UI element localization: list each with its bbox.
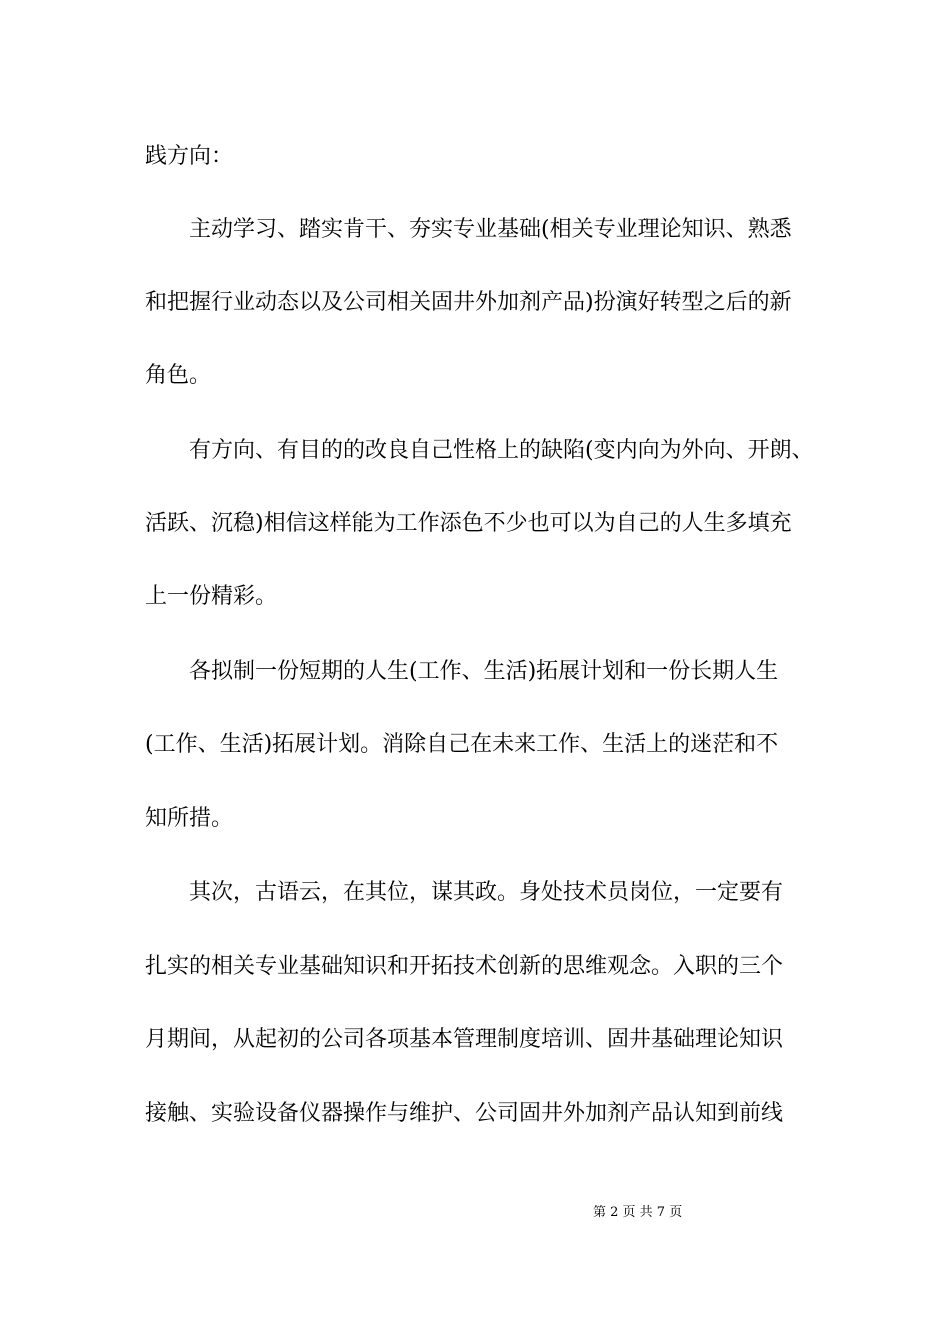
text-line: 上一份精彩。 — [145, 584, 278, 609]
text-line: 知所措。 — [145, 806, 234, 831]
text-line: (工作、生活)拓展计划。消除自己在未来工作、生活上的迷茫和不 — [145, 732, 779, 757]
paragraph-first-line: 其次，古语云，在其位，谋其政。身处技术员岗位，一定要有 — [189, 880, 784, 905]
text-line: 和把握行业动态以及公司相关固井外加剂产品)扮演好转型之后的新 — [145, 290, 792, 315]
text-line: 月期间，从起初的公司各项基本管理制度培训、固井基础理论知识 — [145, 1027, 784, 1052]
paragraph-first-line: 主动学习、踏实肯干、夯实专业基础(相关专业理论知识、熟悉 — [189, 217, 792, 242]
text-line: 扎实的相关专业基础知识和开拓技术创新的思维观念。入职的三个 — [145, 954, 784, 979]
text-line: 接触、实验设备仪器操作与维护、公司固井外加剂产品认知到前线 — [145, 1101, 784, 1126]
paragraph-first-line: 有方向、有目的的改良自己性格上的缺陷(变内向为外向、开朗、 — [189, 438, 814, 463]
page-number-footer: 第 2 页 共 7 页 — [593, 1205, 683, 1220]
text-line: 践方向： — [145, 144, 234, 169]
paragraph-first-line: 各拟制一份短期的人生(工作、生活)拓展计划和一份长期人生 — [189, 659, 779, 684]
text-line: 角色。 — [145, 363, 212, 388]
text-line: 活跃、沉稳)相信这样能为工作添色不少也可以为自己的人生多填充 — [145, 511, 792, 536]
